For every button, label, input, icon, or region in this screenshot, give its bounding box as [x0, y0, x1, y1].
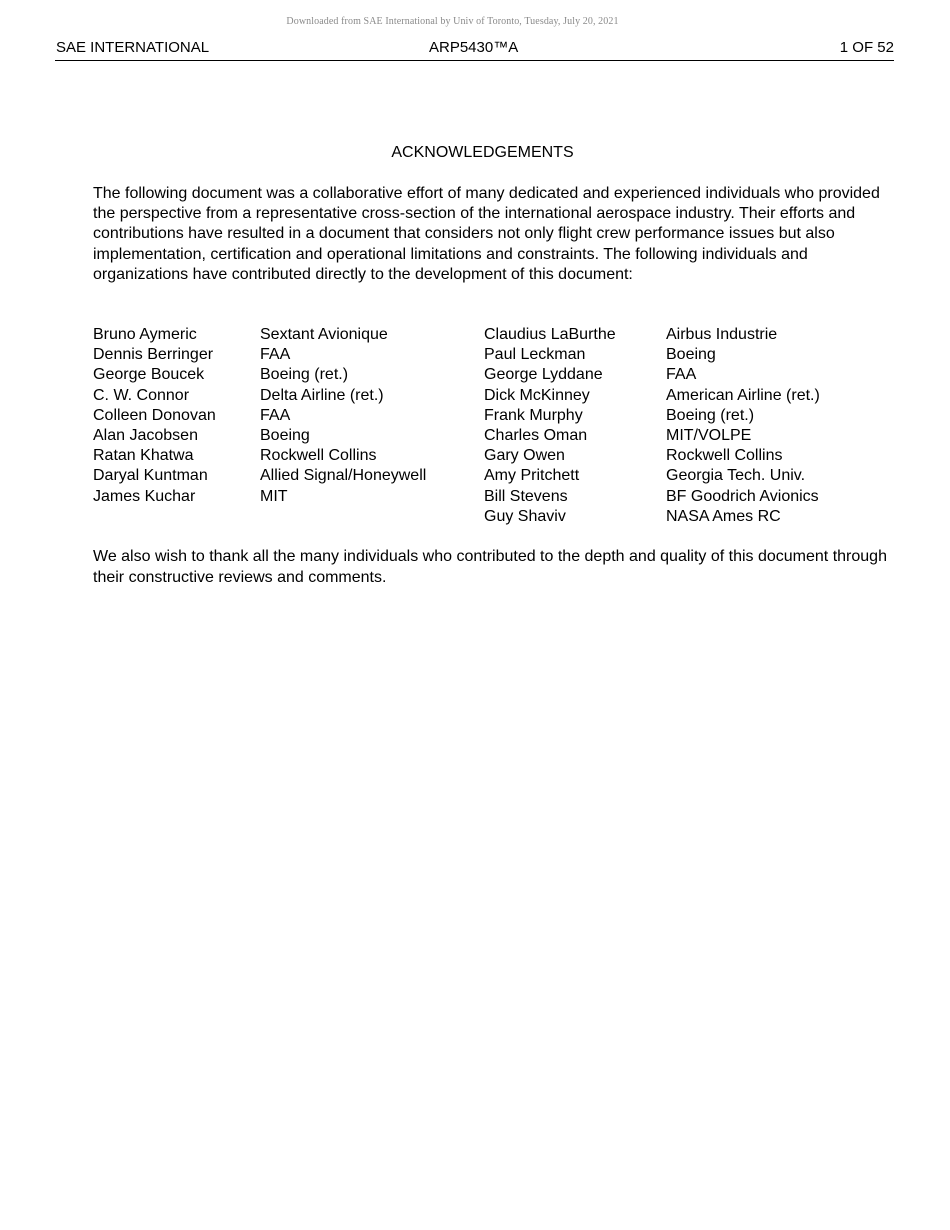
contributor-name: Daryal Kuntman: [93, 467, 208, 485]
contributor-organization: MIT/VOLPE: [666, 426, 752, 444]
contributor-row: [93, 507, 893, 527]
contributor-row: [93, 365, 893, 385]
contributor-row: [93, 487, 893, 507]
contributor-organization: Airbus Industrie: [666, 326, 778, 343]
contributor-organization: FAA: [666, 366, 697, 384]
header-document-id: ARP5430™A: [429, 39, 519, 56]
contributor-organization: FAA: [260, 406, 291, 424]
contributor-organization: NASA Ames RC: [666, 507, 781, 525]
contributor-row: [93, 325, 893, 345]
contributor-name: George Boucek: [93, 366, 205, 384]
contributor-name: Claudius LaBurthe: [484, 326, 616, 343]
contributor-organization: Rockwell Collins: [666, 447, 783, 465]
contributor-name: Guy Shaviv: [484, 507, 566, 525]
contributor-name: James Kuchar: [93, 487, 196, 505]
contributor-organization: Boeing (ret.): [666, 406, 755, 424]
contributor-organization: American Airline (ret.): [666, 386, 820, 404]
contributor-name: Dennis Berringer: [93, 346, 214, 364]
intro-paragraph: The following document was a collaborative effort of many dedicated and experienced individuals who provided the perspective from a representative cross-section of the international aerospace industry. Their efforts and contributions have resulted in a document that considers not only flight crew performance issues but also implementation, certification and operational limitations and constraints. The following individuals and organizations have contributed directly to the development of this document:: [93, 185, 880, 283]
contributor-name: Amy Pritchett: [484, 467, 580, 485]
contributor-organization: Rockwell Collins: [260, 447, 377, 465]
contributor-organization: MIT: [260, 487, 288, 505]
contributor-organization: Allied Signal/Honeywell: [260, 467, 427, 485]
contributor-organization: Georgia Tech. Univ.: [666, 467, 806, 485]
contributors-table: [93, 325, 893, 527]
contributor-organization: BF Goodrich Avionics: [666, 487, 819, 505]
contributor-organization: Boeing (ret.): [260, 366, 349, 384]
contributor-row: [93, 386, 893, 406]
section-title: ACKNOWLEDGEMENTS: [391, 144, 574, 161]
contributor-row: [93, 426, 893, 446]
contributor-name: Charles Oman: [484, 426, 588, 444]
contributor-name: Ratan Khatwa: [93, 447, 194, 465]
contributor-organization: Delta Airline (ret.): [260, 386, 384, 404]
contributor-organization: Sextant Avionique: [260, 326, 388, 343]
header-page-number: 1 OF 52: [839, 39, 894, 56]
contributor-name: Paul Leckman: [484, 346, 586, 364]
contributor-name: Colleen Donovan: [93, 406, 216, 424]
contributor-row: [93, 406, 893, 426]
contributor-name: Frank Murphy: [484, 406, 583, 424]
contributor-name: C. W. Connor: [93, 386, 190, 404]
contributor-organization: FAA: [260, 346, 291, 364]
contributor-name: Alan Jacobsen: [93, 426, 198, 444]
header-organization: SAE INTERNATIONAL: [56, 39, 210, 56]
contributor-organization: Boeing: [260, 426, 310, 444]
contributor-name: Bill Stevens: [484, 487, 568, 505]
contributor-row: [93, 466, 893, 486]
contributor-name: Dick McKinney: [484, 386, 590, 404]
download-watermark: Downloaded from SAE International by Univ of Toronto, Tuesday, July 20, 2021: [286, 16, 619, 27]
contributor-organization: Boeing: [666, 346, 716, 364]
contributor-name: Bruno Aymeric: [93, 326, 197, 343]
page-header: [55, 38, 894, 61]
contributor-row: [93, 446, 893, 466]
contributor-row: [93, 345, 893, 365]
thanks-paragraph: We also wish to thank all the many individuals who contributed to the depth and quality of this document through their constructive reviews and comments.: [93, 548, 887, 586]
contributor-name: Gary Owen: [484, 447, 565, 465]
contributor-name: George Lyddane: [484, 366, 603, 384]
